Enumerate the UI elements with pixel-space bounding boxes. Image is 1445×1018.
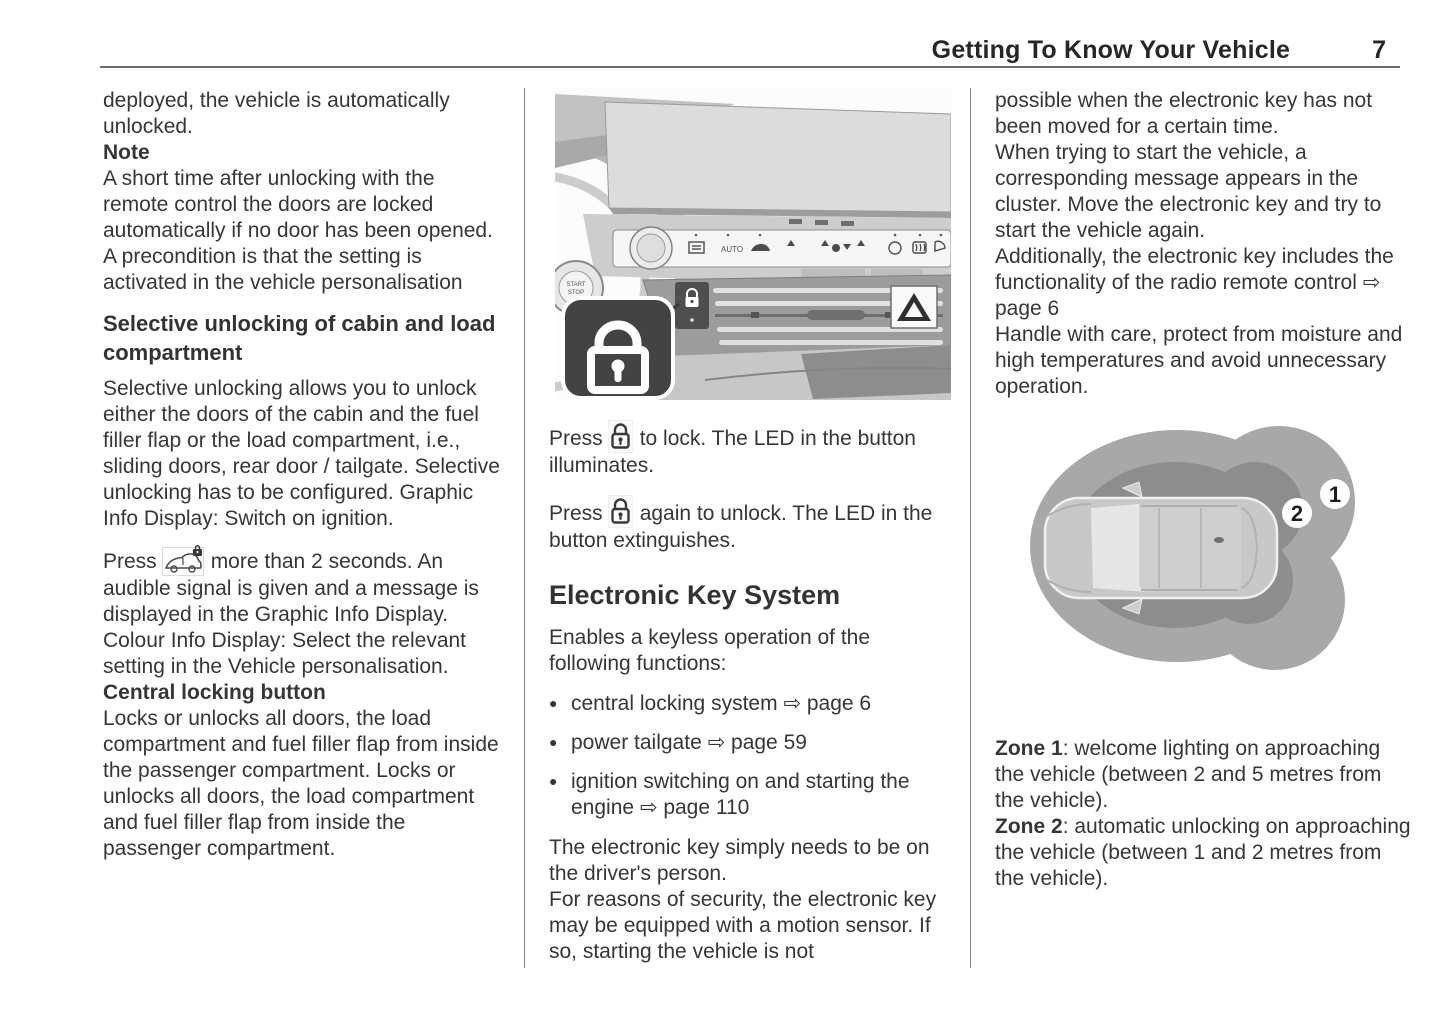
column-left (103, 88, 500, 968)
press-lock-paragraph-2: Press again to unlock. The LED in the button extinguishes. (549, 495, 946, 554)
dashboard-lock-button-illustration (555, 88, 951, 400)
selective-unlocking-paragraph: Selective unlocking allows you to unlock either the doors of the cabin and the fuel filler flap or the load compartment, i.e., sliding doors, rear door / tailgate. Selective unlocking has to be configured. Graphic Info Display: Switch on ignition. (103, 377, 500, 530)
press-lock-paragraph-1: Press to lock. The LED in the button illuminates. (549, 420, 946, 479)
infotainment-screen (605, 102, 951, 218)
hazard-button (891, 286, 937, 328)
section-heading-selective-unlocking: Selective unlocking of cabin and load compartment (103, 311, 496, 365)
key-paragraph-3: Additionally, the electronic key includes the functionality of the radio remote control ⇨ page 6 (995, 245, 1394, 320)
electronic-key-zones-illustration (1027, 424, 1367, 672)
header-rule (100, 66, 1400, 68)
electronic-key-paragraph-1: The electronic key simply needs to be on the driver's person. (549, 836, 930, 885)
lock-button-icon (608, 420, 633, 453)
lock-button-icon (608, 495, 633, 528)
zone-2-description: Zone 2: automatic unlocking on approaching the vehicle (between 1 and 2 metres from the vehicle). (995, 815, 1411, 890)
stop-label: STOP (567, 290, 585, 296)
column-right (995, 88, 1411, 968)
climate-control-bar (613, 227, 951, 269)
start-label: START (566, 282, 586, 288)
key-paragraph-4: Handle with care, protect from moisture and high temperatures and avoid unnecessary operation. (995, 323, 1403, 398)
zone-2-term: Zone 2 (995, 815, 1063, 838)
column-middle (549, 88, 946, 968)
list-item: ● power tailgate ⇨ page 59 (549, 730, 946, 756)
page-number: 7 (1372, 36, 1386, 64)
column-divider-left (524, 88, 525, 968)
car-lock-button-icon (162, 544, 204, 576)
electronic-key-paragraph-2: For reasons of security, the electronic key may be equipped with a motion sensor. If so, starting the vehicle is not (549, 888, 937, 963)
svg-text:1: 1 (1328, 482, 1342, 507)
intro-paragraph: deployed, the vehicle is automatically unlocked. (103, 89, 450, 138)
zone-1-label (1320, 479, 1350, 509)
page-title: Getting To Know Your Vehicle (931, 36, 1291, 64)
key-paragraph-2: When trying to start the vehicle, a corresponding message appears in the cluster. Move the electronic key and try to start the vehicle again. (995, 141, 1382, 242)
key-paragraph-1: possible when the electronic key has not been moved for a certain time. (995, 89, 1373, 138)
car-top-view (1045, 482, 1277, 614)
page-header (100, 36, 1400, 65)
note-label: Note (103, 141, 150, 164)
svg-text:2: 2 (1290, 501, 1304, 526)
central-locking-heading: Central locking button (103, 681, 326, 704)
central-locking-paragraph: Locks or unlocks all doors, the load compartment and fuel filler flap from inside the passenger compartment. Locks or unlocks all doors, the load compartment and fuel filler flap from inside the passenger compartment. (103, 707, 499, 860)
central-locking-button (675, 282, 709, 329)
padlock-callout (563, 298, 673, 398)
auto-button-label: AUTO (721, 245, 744, 254)
list-item: ● central locking system ⇨ page 6 (549, 691, 946, 717)
zone-1-term: Zone 1 (995, 737, 1063, 760)
list-item: ● ignition switching on and starting the engine ⇨ page 110 (549, 769, 946, 821)
press-car-lock-paragraph: Press more than 2 seconds. An audible signal is given and a message is displayed in the Graphic Info Display. Colour Info Display: Select the relevant setting in the Vehicle personalisation. (103, 544, 500, 680)
electronic-key-intro: Enables a keyless operation of the following functions: (549, 626, 871, 675)
column-divider-right (970, 88, 971, 968)
content-columns (103, 88, 1411, 968)
zone-1-description: Zone 1: welcome lighting on approaching the vehicle (between 2 and 5 metres from the vehicle). (995, 737, 1382, 812)
keyless-functions-list (549, 691, 946, 821)
note-paragraph: A short time after unlocking with the remote control the doors are locked automatically if no door has been opened. A precondition is that the setting is activated in the vehicle personalisation (103, 167, 493, 294)
zone-2-label (1282, 498, 1312, 528)
section-heading-electronic-key: Electronic Key System (549, 580, 841, 610)
